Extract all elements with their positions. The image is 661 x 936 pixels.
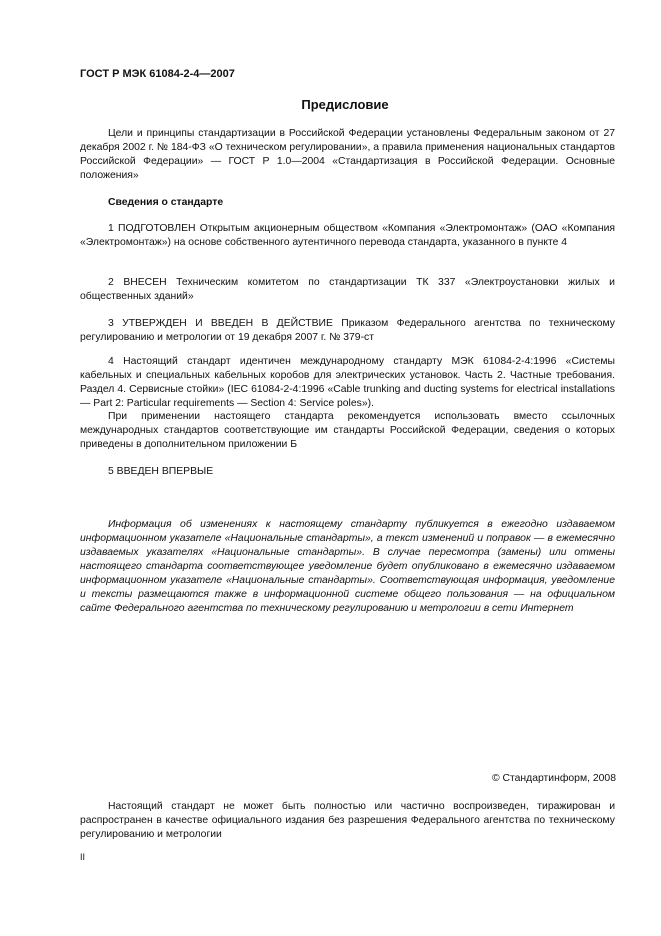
intro-paragraph: Цели и принципы стандартизации в Российской Федерации установлены Федеральным законом от 27 декабря 2002 г. № 184-ФЗ «О техническом регулировании», а правила применения национальных стандартов Российской Федерации» — ГОСТ Р 1.0—2004 «Стандартизация в Российской Федерации. Основные положения» xyxy=(80,128,615,181)
info-notice-paragraph: Информация об изменениях к настоящему стандарту публикуется в ежегодно издаваемом информационном указателе «Национальные стандарты», а текст изменений и поправок — в ежемесячно издаваемых указателях «Национальные стандарты». В случае пересмотра (замены) или отмены настоящего стандарта соответствующее уведомление будет опубликовано в ежемесячно издаваемом информационном указателе «Национальные стандарты». Соответствующая информация, уведомление и тексты размещаются также в информационной системе общего пользования — на официальном сайте Федерального агентства по техническому регулированию и метрологии в сети Интернет xyxy=(80,519,615,614)
page-number: II xyxy=(80,852,86,862)
item-4-note-paragraph: При применении настоящего стандарта рекомендуется использовать вместо ссылочных международных стандартов соответствующие им стандарты Российской Федерации, сведения о которых приведены в дополнительном приложении Б xyxy=(80,411,615,450)
section-title: Сведения о стандарте xyxy=(108,197,224,208)
legal-notice-paragraph: Настоящий стандарт не может быть полностью или частично воспроизведен, тиражирован и распространен в качестве официального издания без разрешения Федерального агентства по техническому регулированию и метрологии xyxy=(80,801,615,840)
item-1-paragraph: 1 ПОДГОТОВЛЕН Открытым акционерным обществом «Компания «Электромонтаж» (ОАО «Компания «Электромонтаж») на основе собственного аутентичного перевода стандарта, указанного в пункте 4 xyxy=(80,223,615,248)
item-3-paragraph: 3 УТВЕРЖДЕН И ВВЕДЕН В ДЕЙСТВИЕ Приказом Федерального агентства по техническому регулированию и метрологии от 19 декабря 2007 г. № 379-ст xyxy=(80,318,615,343)
page-title: Предисловие xyxy=(301,97,389,112)
item-4-paragraph: 4 Настоящий стандарт идентичен международному стандарту МЭК 61084-2-4:1996 «Системы кабельных и специальных кабельных коробов для электрических установок. Часть 2. Частные требования. Раздел 4. Сервисные стойки» (IEC 61084-2-4:1996 «Cable trunking and ducting systems for electrical installations — Part 2: Particular requirements — Section 4: Service poles»). xyxy=(80,356,615,409)
document-header-id: ГОСТ Р МЭК 61084-2-4—2007 xyxy=(80,68,235,80)
item-2-paragraph: 2 ВНЕСЕН Техническим комитетом по стандартизации ТК 337 «Электроустановки жилых и общественных зданий» xyxy=(80,277,615,302)
copyright-line: © Стандартинформ, 2008 xyxy=(491,773,616,784)
item-5-paragraph: 5 ВВЕДЕН ВПЕРВЫЕ xyxy=(108,466,214,477)
